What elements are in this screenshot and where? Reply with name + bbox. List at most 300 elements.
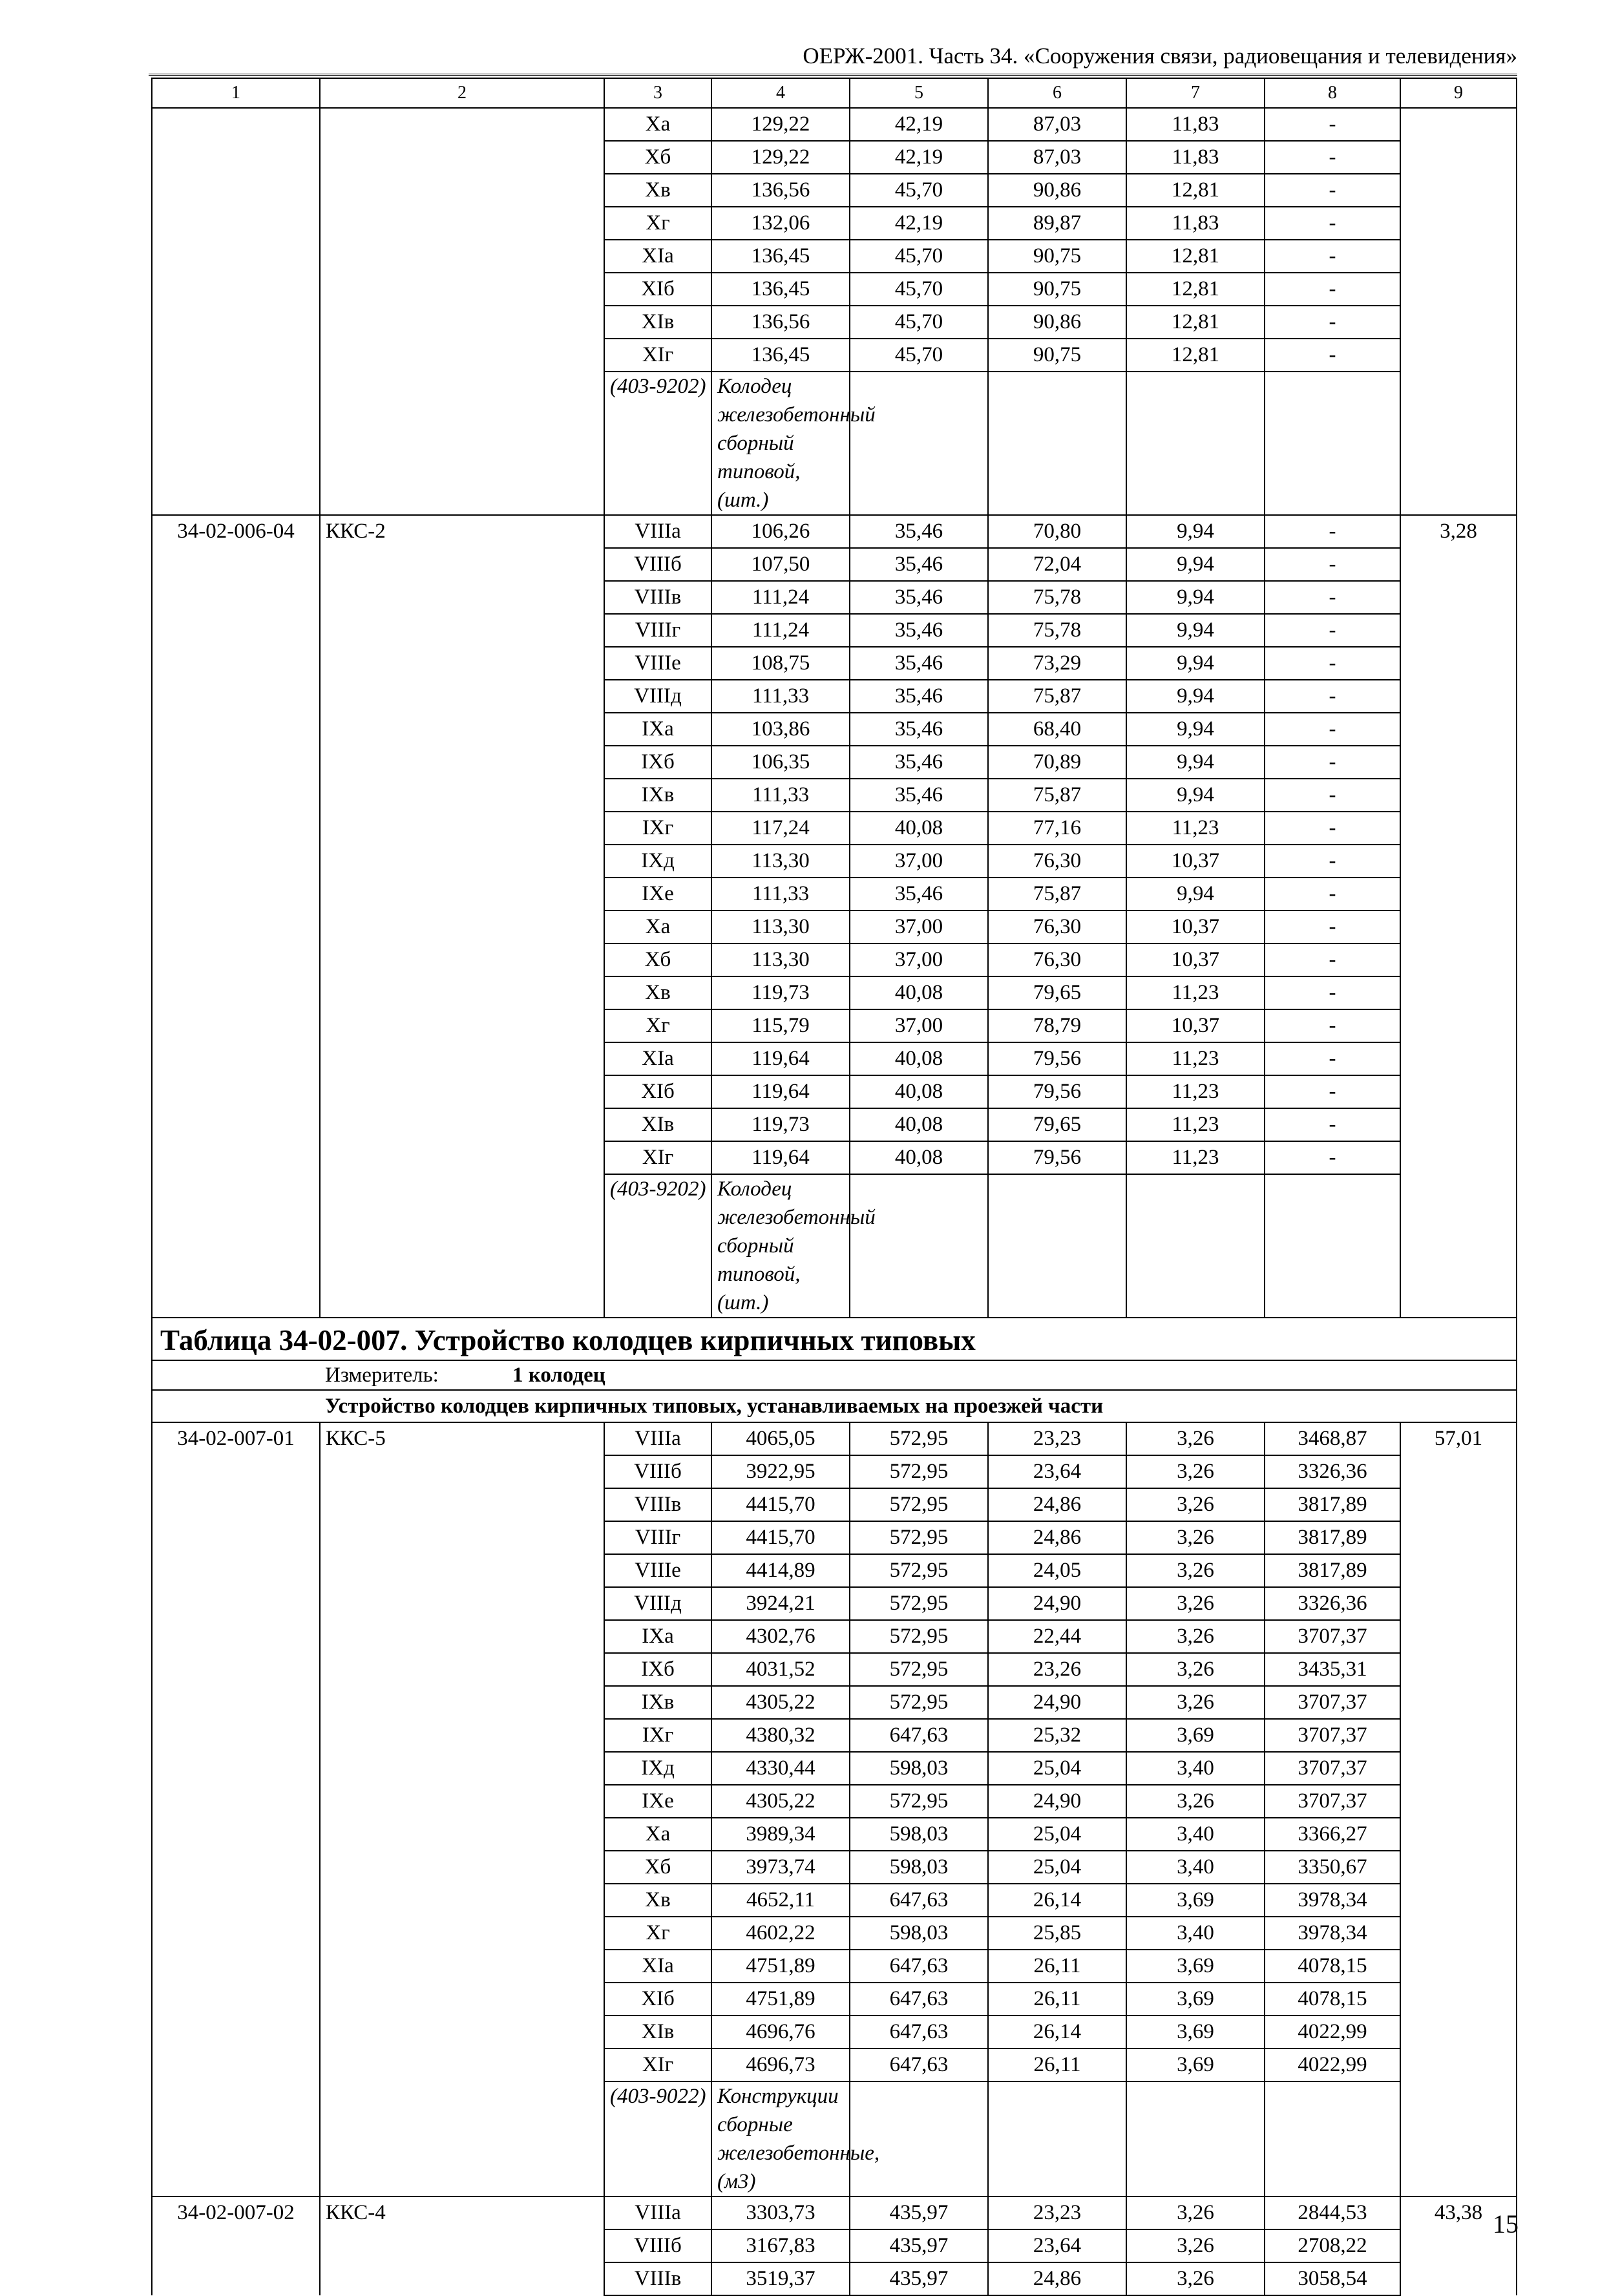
table-cell: Хв: [604, 174, 711, 207]
table-cell: 4602,22: [711, 1917, 850, 1950]
table-cell: 598,03: [850, 1851, 988, 1884]
table-cell: 3,69: [1126, 1884, 1265, 1917]
table-cell: 435,97: [850, 2229, 988, 2262]
table-title-row: [152, 1318, 1517, 1360]
table-title: Таблица 34-02-007. Устройство колодцев кирпичных типовых: [152, 1318, 1517, 1360]
table-cell: -: [1265, 141, 1400, 174]
table-cell: 42,19: [850, 108, 988, 141]
table-cell: -: [1265, 779, 1400, 812]
table-cell: 70,80: [988, 515, 1126, 548]
table-cell: 45,70: [850, 174, 988, 207]
table-cell: 24,05: [988, 1554, 1126, 1587]
table-cell: IХб: [604, 746, 711, 779]
empty-cell: [152, 1360, 320, 1390]
empty-cell: [1265, 2081, 1400, 2196]
table-cell: 23,23: [988, 2196, 1126, 2229]
table-cell: 79,56: [988, 1042, 1126, 1075]
table-cell: 647,63: [850, 1884, 988, 1917]
table-cell: 9,94: [1126, 878, 1265, 911]
table-cell: 572,95: [850, 1488, 988, 1521]
resource-code: (403-9022): [604, 2081, 711, 2196]
table-cell: 35,46: [850, 581, 988, 614]
column-number: 8: [1265, 78, 1400, 108]
table-cell: 3,26: [1126, 2196, 1265, 2229]
table-cell: 3,26: [1126, 1785, 1265, 1818]
table-cell: 75,87: [988, 680, 1126, 713]
table-cell: -: [1265, 306, 1400, 339]
table-cell: VIIIд: [604, 1587, 711, 1620]
table-cell: 3,26: [1126, 1521, 1265, 1554]
table-cell: 25,04: [988, 1752, 1126, 1785]
item-name: ККС-4: [320, 2196, 604, 2295]
col9-value: 43,38: [1400, 2196, 1517, 2295]
table-cell: 24,86: [988, 1488, 1126, 1521]
table-cell: VIIIа: [604, 2196, 711, 2229]
table-cell: ХIв: [604, 306, 711, 339]
header-title: ОЕРЖ-2001. Часть 34. «Сооружения связи, радиовещания и телевидения»: [803, 43, 1517, 68]
table-cell: 68,40: [988, 713, 1126, 746]
table-cell: 3468,87: [1265, 1422, 1400, 1455]
table-cell: 3707,37: [1265, 1719, 1400, 1752]
table-cell: 89,87: [988, 207, 1126, 240]
table-cell: 3707,37: [1265, 1752, 1400, 1785]
table-cell: Ха: [604, 911, 711, 943]
table-cell: 25,32: [988, 1719, 1126, 1752]
table-cell: 12,81: [1126, 339, 1265, 372]
table-cell: Ха: [604, 1818, 711, 1851]
table-cell: 75,78: [988, 581, 1126, 614]
table-cell: 90,86: [988, 174, 1126, 207]
table-cell: -: [1265, 976, 1400, 1009]
table-cell: 35,46: [850, 614, 988, 647]
table-cell: 37,00: [850, 845, 988, 878]
table-cell: 3326,36: [1265, 1455, 1400, 1488]
table-cell: 3978,34: [1265, 1917, 1400, 1950]
table-cell: 647,63: [850, 2016, 988, 2048]
table-cell: 435,97: [850, 2196, 988, 2229]
table-cell: -: [1265, 911, 1400, 943]
table-cell: 42,19: [850, 141, 988, 174]
table-cell: 26,14: [988, 2016, 1126, 2048]
table-cell: 11,83: [1126, 141, 1265, 174]
empty-cell: [1126, 1174, 1265, 1318]
table-cell: 79,65: [988, 976, 1126, 1009]
table-cell: 4022,99: [1265, 2048, 1400, 2081]
table-cell: -: [1265, 1108, 1400, 1141]
table-body: [152, 78, 1517, 2295]
table-cell: VIIIв: [604, 2262, 711, 2295]
table-cell: 90,75: [988, 240, 1126, 273]
table-cell: 3,26: [1126, 1686, 1265, 1719]
column-number: 9: [1400, 78, 1517, 108]
rate-code: 34-02-007-01: [152, 1422, 320, 2196]
table-cell: 3707,37: [1265, 1785, 1400, 1818]
table-cell: 3,40: [1126, 1752, 1265, 1785]
table-row: [152, 1422, 1517, 1455]
table-cell: 3922,95: [711, 1455, 850, 1488]
table-cell: VIIIд: [604, 680, 711, 713]
table-cell: ХIг: [604, 339, 711, 372]
column-number: 6: [988, 78, 1126, 108]
table-cell: 12,81: [1126, 240, 1265, 273]
col9-value: 57,01: [1400, 1422, 1517, 2196]
table-cell: 3707,37: [1265, 1686, 1400, 1719]
table-cell: ХIб: [604, 1075, 711, 1108]
table-cell: 26,11: [988, 2048, 1126, 2081]
table-cell: -: [1265, 581, 1400, 614]
table-cell: Хб: [604, 141, 711, 174]
table-cell: 25,85: [988, 1917, 1126, 1950]
table-cell: 4415,70: [711, 1521, 850, 1554]
table-cell: ХIб: [604, 273, 711, 306]
table-cell: 4696,73: [711, 2048, 850, 2081]
table-cell: -: [1265, 878, 1400, 911]
table-cell: 3973,74: [711, 1851, 850, 1884]
table-cell: 3989,34: [711, 1818, 850, 1851]
table-cell: 647,63: [850, 1983, 988, 2016]
empty-cell: [1126, 372, 1265, 515]
table-cell: 35,46: [850, 713, 988, 746]
table-cell: 90,75: [988, 273, 1126, 306]
table-cell: -: [1265, 746, 1400, 779]
table-cell: 73,29: [988, 647, 1126, 680]
table-cell: 111,33: [711, 779, 850, 812]
table-cell: 598,03: [850, 1818, 988, 1851]
table-cell: 136,56: [711, 306, 850, 339]
table-cell: 647,63: [850, 1719, 988, 1752]
column-number-row: [152, 78, 1517, 108]
table-cell: 4302,76: [711, 1620, 850, 1653]
table-cell: -: [1265, 614, 1400, 647]
table-cell: 40,08: [850, 1108, 988, 1141]
resource-code: (403-9202): [604, 372, 711, 515]
table-cell: 11,23: [1126, 1141, 1265, 1174]
table-cell: 26,11: [988, 1950, 1126, 1983]
table-cell: 40,08: [850, 1042, 988, 1075]
table-cell: -: [1265, 943, 1400, 976]
table-cell: 11,23: [1126, 1075, 1265, 1108]
table-cell: 4031,52: [711, 1653, 850, 1686]
table-cell: 3,40: [1126, 1818, 1265, 1851]
table-cell: 115,79: [711, 1009, 850, 1042]
table-cell: 3350,67: [1265, 1851, 1400, 1884]
table-cell: 3707,37: [1265, 1620, 1400, 1653]
table-cell: 106,26: [711, 515, 850, 548]
table-cell: 42,19: [850, 207, 988, 240]
table-cell: 108,75: [711, 647, 850, 680]
table-cell: -: [1265, 515, 1400, 548]
table-cell: 3,69: [1126, 1983, 1265, 2016]
table-cell: 598,03: [850, 1752, 988, 1785]
table-cell: 35,46: [850, 779, 988, 812]
table-cell: 78,79: [988, 1009, 1126, 1042]
table-cell: -: [1265, 1009, 1400, 1042]
table-cell: 111,33: [711, 680, 850, 713]
empty-cell: [850, 372, 988, 515]
rate-code: 34-02-006-04: [152, 515, 320, 1318]
table-cell: 106,35: [711, 746, 850, 779]
table-cell: 572,95: [850, 1686, 988, 1719]
table-cell: 35,46: [850, 680, 988, 713]
table-cell: 40,08: [850, 812, 988, 845]
table-cell: 9,94: [1126, 614, 1265, 647]
table-cell: 3303,73: [711, 2196, 850, 2229]
table-cell: Хб: [604, 943, 711, 976]
table-cell: 79,56: [988, 1075, 1126, 1108]
table-cell: 75,87: [988, 779, 1126, 812]
section-subtitle: Устройство колодцев кирпичных типовых, устанавливаемых на проезжей части: [320, 1390, 1517, 1422]
rates-table: [151, 78, 1517, 2296]
table-cell: 113,30: [711, 845, 850, 878]
table-cell: 24,90: [988, 1587, 1126, 1620]
table-cell: 11,83: [1126, 108, 1265, 141]
table-cell: -: [1265, 339, 1400, 372]
table-cell: 26,14: [988, 1884, 1126, 1917]
table-cell: 129,22: [711, 141, 850, 174]
table-cell: 23,26: [988, 1653, 1126, 1686]
table-cell: 40,08: [850, 976, 988, 1009]
table-cell: VIIIа: [604, 515, 711, 548]
table-cell: 647,63: [850, 2048, 988, 2081]
table-cell: 10,37: [1126, 845, 1265, 878]
table-cell: 45,70: [850, 339, 988, 372]
table-cell: 45,70: [850, 306, 988, 339]
col9-value: 3,28: [1400, 515, 1517, 1318]
table-cell: 3167,83: [711, 2229, 850, 2262]
table-cell: -: [1265, 680, 1400, 713]
table-cell: 35,46: [850, 515, 988, 548]
table-cell: IХе: [604, 878, 711, 911]
table-cell: VIIIб: [604, 2229, 711, 2262]
table-cell: IХг: [604, 1719, 711, 1752]
table-cell: 136,56: [711, 174, 850, 207]
table-cell: 647,63: [850, 1950, 988, 1983]
table-cell: 136,45: [711, 240, 850, 273]
table-cell: 4652,11: [711, 1884, 850, 1917]
table-cell: VIIIб: [604, 548, 711, 581]
table-cell: 4305,22: [711, 1785, 850, 1818]
table-cell: 24,90: [988, 1686, 1126, 1719]
table-cell: 3,26: [1126, 1653, 1265, 1686]
table-row: [152, 2196, 1517, 2229]
table-cell: 87,03: [988, 141, 1126, 174]
table-cell: Хг: [604, 207, 711, 240]
resource-name: Колодец железобетонный сборный типовой, (шт.): [711, 372, 850, 515]
column-number: 3: [604, 78, 711, 108]
table-cell: 3,26: [1126, 1587, 1265, 1620]
table-cell: 572,95: [850, 1587, 988, 1620]
table-cell: 70,89: [988, 746, 1126, 779]
table-cell: 4415,70: [711, 1488, 850, 1521]
table-cell: 79,56: [988, 1141, 1126, 1174]
table-cell: 11,23: [1126, 1042, 1265, 1075]
measure-row: [152, 1360, 1517, 1390]
table-cell: 119,73: [711, 1108, 850, 1141]
table-cell: ХIв: [604, 2016, 711, 2048]
table-cell: 132,06: [711, 207, 850, 240]
table-cell: 23,23: [988, 1422, 1126, 1455]
table-cell: 25,04: [988, 1851, 1126, 1884]
item-name: ККС-5: [320, 1422, 604, 2196]
table-cell: 3,26: [1126, 1422, 1265, 1455]
table-cell: -: [1265, 1141, 1400, 1174]
table-cell: 9,94: [1126, 581, 1265, 614]
table-cell: VIIIг: [604, 1521, 711, 1554]
table-cell: -: [1265, 647, 1400, 680]
table-cell: IХд: [604, 1752, 711, 1785]
table-cell: 10,37: [1126, 911, 1265, 943]
table-cell: IХа: [604, 1620, 711, 1653]
table-cell: 3817,89: [1265, 1488, 1400, 1521]
table-cell: 76,30: [988, 943, 1126, 976]
table-cell: IХе: [604, 1785, 711, 1818]
table-cell: 4022,99: [1265, 2016, 1400, 2048]
subtitle-row: [152, 1390, 1517, 1422]
table-cell: VIIIа: [604, 1422, 711, 1455]
table-cell: 12,81: [1126, 174, 1265, 207]
table-cell: 572,95: [850, 1620, 988, 1653]
table-cell: IХб: [604, 1653, 711, 1686]
table-cell: 12,81: [1126, 306, 1265, 339]
table-cell: -: [1265, 713, 1400, 746]
table-cell: 129,22: [711, 108, 850, 141]
table-cell: 103,86: [711, 713, 850, 746]
table-cell: 3,26: [1126, 2229, 1265, 2262]
table-cell: 3435,31: [1265, 1653, 1400, 1686]
table-cell: 4330,44: [711, 1752, 850, 1785]
table-cell: 23,64: [988, 2229, 1126, 2262]
table-cell: 3,69: [1126, 1950, 1265, 1983]
table-cell: Хб: [604, 1851, 711, 1884]
measure-label: Измеритель:: [325, 1364, 439, 1387]
table-cell: IХв: [604, 779, 711, 812]
item-name: ККС-2: [320, 515, 604, 1318]
table-cell: 117,24: [711, 812, 850, 845]
table-cell: IХа: [604, 713, 711, 746]
table-cell: 45,70: [850, 273, 988, 306]
table-cell: -: [1265, 207, 1400, 240]
table-cell: 37,00: [850, 1009, 988, 1042]
empty-cell: [988, 2081, 1126, 2196]
table-cell: 45,70: [850, 240, 988, 273]
table-cell: 9,94: [1126, 746, 1265, 779]
table-cell: Хг: [604, 1009, 711, 1042]
table-cell: 572,95: [850, 1455, 988, 1488]
table-cell: 3058,54: [1265, 2262, 1400, 2295]
table-cell: ХIа: [604, 1042, 711, 1075]
table-cell: 3,69: [1126, 2016, 1265, 2048]
table-cell: 2844,53: [1265, 2196, 1400, 2229]
table-cell: 119,73: [711, 976, 850, 1009]
table-cell: -: [1265, 108, 1400, 141]
measure-value: 1 колодец: [512, 1364, 605, 1387]
table-cell: 572,95: [850, 1653, 988, 1686]
table-cell: 75,87: [988, 878, 1126, 911]
table-cell: -: [1265, 548, 1400, 581]
table-cell: 76,30: [988, 845, 1126, 878]
table-cell: 77,16: [988, 812, 1126, 845]
table-cell: -: [1265, 845, 1400, 878]
table-cell: 3817,89: [1265, 1521, 1400, 1554]
table-cell: Хв: [604, 1884, 711, 1917]
table-cell: 90,86: [988, 306, 1126, 339]
table-cell: 4696,76: [711, 2016, 850, 2048]
col9-value: [1400, 108, 1517, 515]
table-cell: 3366,27: [1265, 1818, 1400, 1851]
empty-cell: [850, 1174, 988, 1318]
table-cell: 24,90: [988, 1785, 1126, 1818]
table-cell: 136,45: [711, 273, 850, 306]
empty-cell: [988, 1174, 1126, 1318]
table-cell: 9,94: [1126, 713, 1265, 746]
table-cell: IХг: [604, 812, 711, 845]
table-cell: 4414,89: [711, 1554, 850, 1587]
table-cell: 113,30: [711, 943, 850, 976]
table-cell: Ха: [604, 108, 711, 141]
empty-cell: [1265, 372, 1400, 515]
table-cell: 572,95: [850, 1521, 988, 1554]
column-number: 1: [152, 78, 320, 108]
table-cell: 111,24: [711, 614, 850, 647]
table-cell: 11,23: [1126, 1108, 1265, 1141]
table-cell: ХIг: [604, 1141, 711, 1174]
table-cell: 4751,89: [711, 1983, 850, 2016]
table-cell: 111,33: [711, 878, 850, 911]
table-cell: 9,94: [1126, 515, 1265, 548]
table-cell: 11,23: [1126, 812, 1265, 845]
column-number: 2: [320, 78, 604, 108]
table-cell: 90,75: [988, 339, 1126, 372]
table-cell: 35,46: [850, 878, 988, 911]
table-cell: 435,97: [850, 2262, 988, 2295]
table-row: [152, 108, 1517, 141]
column-number: 5: [850, 78, 988, 108]
table-cell: 4305,22: [711, 1686, 850, 1719]
table-cell: 4751,89: [711, 1950, 850, 1983]
table-cell: ХIа: [604, 1950, 711, 1983]
table-cell: 3,26: [1126, 1620, 1265, 1653]
table-cell: 11,83: [1126, 207, 1265, 240]
table-cell: 26,11: [988, 1983, 1126, 2016]
table-cell: 4380,32: [711, 1719, 850, 1752]
table-cell: 572,95: [850, 1554, 988, 1587]
table-cell: 107,50: [711, 548, 850, 581]
table-cell: 23,64: [988, 1455, 1126, 1488]
table-cell: VIIIг: [604, 614, 711, 647]
table-cell: Хг: [604, 1917, 711, 1950]
table-cell: 3817,89: [1265, 1554, 1400, 1587]
table-cell: 9,94: [1126, 548, 1265, 581]
column-number: 4: [711, 78, 850, 108]
table-cell: 12,81: [1126, 273, 1265, 306]
table-cell: VIIIе: [604, 1554, 711, 1587]
table-cell: 3,69: [1126, 2048, 1265, 2081]
table-cell: 35,46: [850, 548, 988, 581]
table-cell: ХIг: [604, 2048, 711, 2081]
table-cell: 3,40: [1126, 1917, 1265, 1950]
table-cell: 22,44: [988, 1620, 1126, 1653]
table-cell: 119,64: [711, 1042, 850, 1075]
measure-cell: [320, 1360, 1517, 1390]
table-cell: 75,78: [988, 614, 1126, 647]
rate-code: 34-02-007-02: [152, 2196, 320, 2295]
table-cell: 3326,36: [1265, 1587, 1400, 1620]
table-cell: VIIIв: [604, 1488, 711, 1521]
table-cell: 4065,05: [711, 1422, 850, 1455]
resource-name: Колодец железобетонный сборный типовой, (шт.): [711, 1174, 850, 1318]
table-cell: 3519,37: [711, 2262, 850, 2295]
empty-cell: [988, 372, 1126, 515]
